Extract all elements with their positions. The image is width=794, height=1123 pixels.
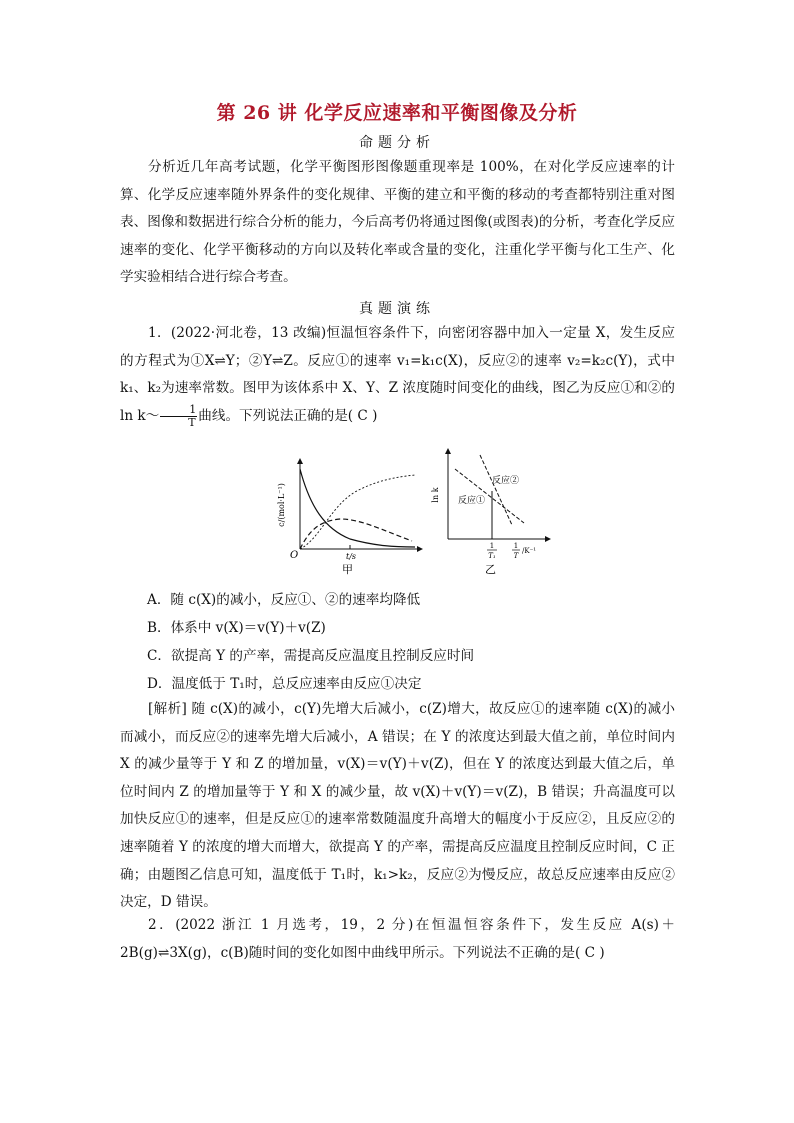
jia-x-tick-label: t/s xyxy=(346,552,357,561)
jia-caption: 甲 xyxy=(342,563,353,576)
chart-yi xyxy=(431,451,548,576)
jia-curve-y xyxy=(300,519,412,549)
q1-stem-part-c: Z。反应①的速率 v₁=k₁c(X)，反应②的速率 v₂=k₂c(Y)，式中 k₁、k₂为速率常数。图甲为该体系中 X、Y、Z 浓度随时间变化的曲线，图乙为反应①和②的 ln k～ xyxy=(120,352,675,424)
yi-line-reaction-2 xyxy=(480,455,512,525)
q1-stem-part-b: Y；②Y xyxy=(225,352,272,369)
question-2-stem: 2．(2022 浙江 1 月选考，19，2 分)在恒温恒容条件下，发生反应 A(s)＋2B(g)⇌3X(g)，c(B)随时间的变化如图中曲线甲所示。下列说法不正确的是( C ) xyxy=(120,917,675,961)
yi-tick1-den: T₁ xyxy=(488,552,496,560)
section-heading-practice: 真题演练 xyxy=(359,301,435,317)
yi-tick2-num: 1 xyxy=(513,542,519,550)
yi-label-reaction-2: 反应② xyxy=(492,476,520,486)
q1-option-c: C．欲提高 Y 的产率，需提高反应温度且控制反应时间 xyxy=(147,648,475,664)
q1-option-a: A．随 c(X)的减小，反应①、②的速率均降低 xyxy=(147,592,421,608)
jia-origin-label: O xyxy=(290,550,299,561)
yi-tick2-unit: /K⁻¹ xyxy=(522,547,537,555)
q1-stem-part-d: 曲线。下列说法正确的是( C ) xyxy=(198,407,378,424)
q1-option-d: D．温度低于 T₁时，总反应速率由反应①决定 xyxy=(147,676,422,692)
q1-stem-part-a: 1．(2022·河北卷，13 改编)恒温恒容条件下，向密闭容器中加入一定量 X，发生反应的方程式为①X xyxy=(120,325,675,369)
equilibrium-arrow-icon: ⇌ xyxy=(271,352,284,369)
analysis-paragraph: 分析近几年高考试题，化学平衡图形图像题重现率是 100%，在对化学反应速率的计算、化学反应速率随外界条件的变化规律、平衡的建立和平衡的移动的考查都特别注重对图表、图像和数据进行综合分析的能力，今后高考仍将通过图像(或图表)的分析，考查化学反应速率的变化、化学平衡移动的方向以及转化率或含量的变化，注重化学平衡与化工生产、化学实验相结合进行综合考查。 xyxy=(120,159,675,286)
jia-y-label: c/(mol·L⁻¹) xyxy=(277,483,286,527)
yi-tick1-num: 1 xyxy=(489,542,495,550)
yi-caption: 乙 xyxy=(485,563,496,576)
equilibrium-arrow-icon: ⇌ xyxy=(214,352,226,369)
figure-jia-yi xyxy=(277,447,560,577)
yi-y-label: ln k xyxy=(431,487,440,503)
yi-label-reaction-1: 反应① xyxy=(458,496,486,506)
q1-explanation: [解析] 随 c(X)的减小，c(Y)先增大后减小，c(Z)增大，故反应①的速率随 c(X)的减小而减小，而反应②的速率先增大后减小，A 错误；在 Y 的浓度达到最大值之前，单位时间内 X 的减少量等于 Y 和 Z 的增加量，v(X)＝v(Y)＋v(Z)，但在 Y 的浓度达到最大值之后，单位时间内 Z 的增加量等于 Y 和 X 的减少量，故 v(X)＋v(Y)＝v(Z)，B 错误；升高温度可以加快反应①的速率，但是反应①的速率常数随温度升高增大的幅度小于反应②，且反应②的速率随着 Y 的浓度的增大而增大，欲提高 Y 的产率，需提高反应温度且控制反应时间，C 正确；由题图乙信息可知，温度低于 T₁时，k₁>k₂，反应②为慢反应，故总反应速率由反应②决定，D 错误。 xyxy=(120,701,675,911)
chart-jia xyxy=(277,461,420,576)
yi-tick2-den: T xyxy=(513,552,519,560)
q1-option-b: B．体系中 v(X)＝v(Y)＋v(Z) xyxy=(147,620,326,636)
question-1-stem xyxy=(120,320,675,430)
page-title: 第 26 讲 化学反应速率和平衡图像及分析 xyxy=(216,102,578,124)
section-heading-analysis: 命题分析 xyxy=(359,135,435,151)
one-over-t-fraction: $\frac{1}{T}$ xyxy=(160,404,197,429)
